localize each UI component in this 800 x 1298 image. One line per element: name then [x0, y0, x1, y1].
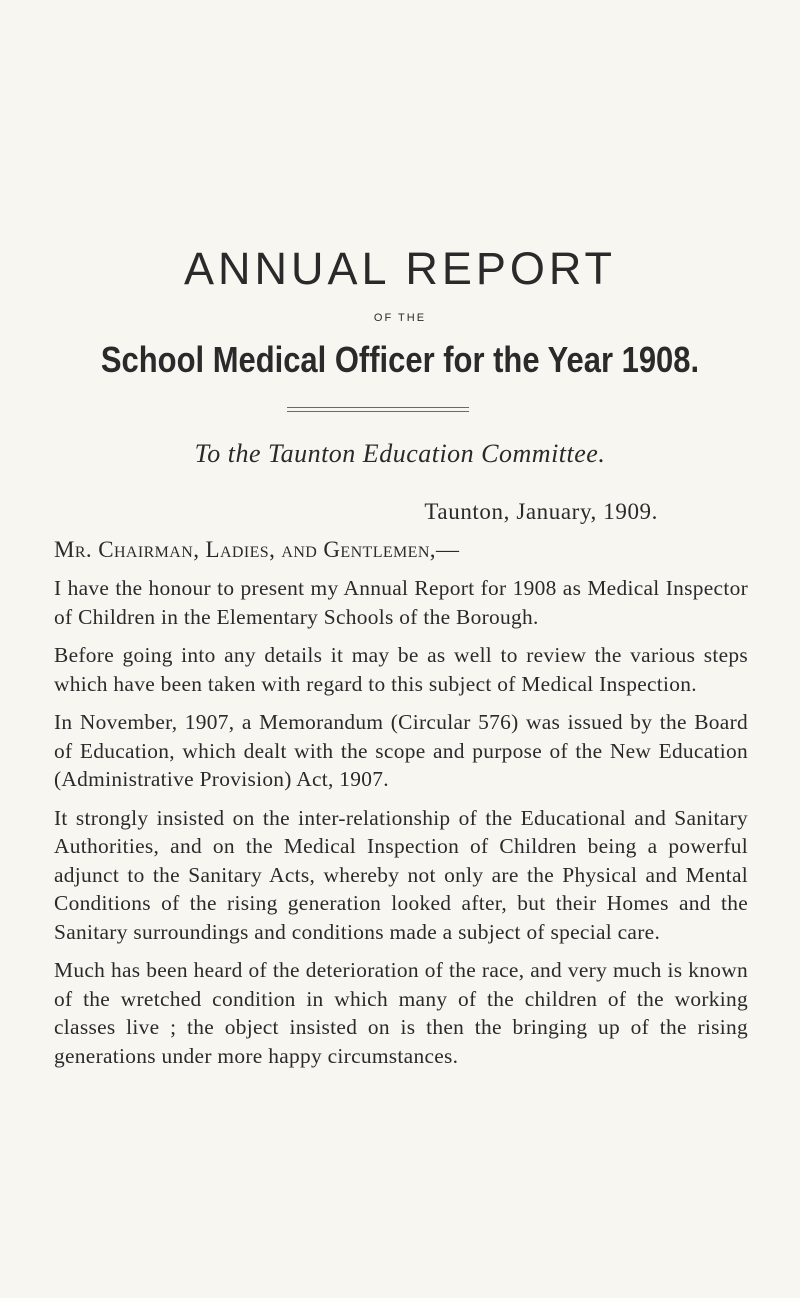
- paragraph-3: In November, 1907, a Memorandum (Circular 576) was issued by the Board of Education, which dealt with the scope and purpose of the New Education (Administrative Provision) Act, 1907.: [54, 710, 748, 791]
- report-subtitle: School Medical Officer for the Year 1908.: [100, 339, 700, 380]
- divider-rule-top: [287, 407, 469, 408]
- paragraph-1: I have the honour to present my Annual Report for 1908 as Medical Inspector of Children in the Elementary Schools of the Borough.: [54, 576, 748, 629]
- paragraph-2: Before going into any details it may be as well to review the various steps which have been taken with regard to this subject of Medical Inspection.: [54, 643, 748, 696]
- report-body: [54, 574, 748, 1080]
- addressee-line: To the Taunton Education Committee.: [194, 439, 606, 468]
- dateline: Taunton, January, 1909.: [424, 499, 658, 524]
- divider-rule-bottom: [287, 411, 469, 412]
- paragraph-4: It strongly insisted on the inter-relationship of the Educational and Sanitary Authorities, and on the Medical Inspection of Children being a powerful adjunct to the Sanitary Acts, whereby not only are the Physical and Mental Conditions of the rising generation looked after, but their Homes and the Sanitary surroundings and conditions made a subject of special care.: [54, 805, 748, 944]
- title-connector: OF THE: [373, 312, 427, 324]
- salutation: Mr. Chairman, Ladies, and Gentlemen,—: [54, 537, 460, 562]
- report-title: ANNUAL REPORT: [183, 243, 617, 294]
- paragraph-5: Much has been heard of the deterioration of the race, and very much is known of the wretched condition in which many of the children of the working classes live ; the object insisted on is then the bringing up of the rising generations under more happy circumstances.: [54, 958, 748, 1068]
